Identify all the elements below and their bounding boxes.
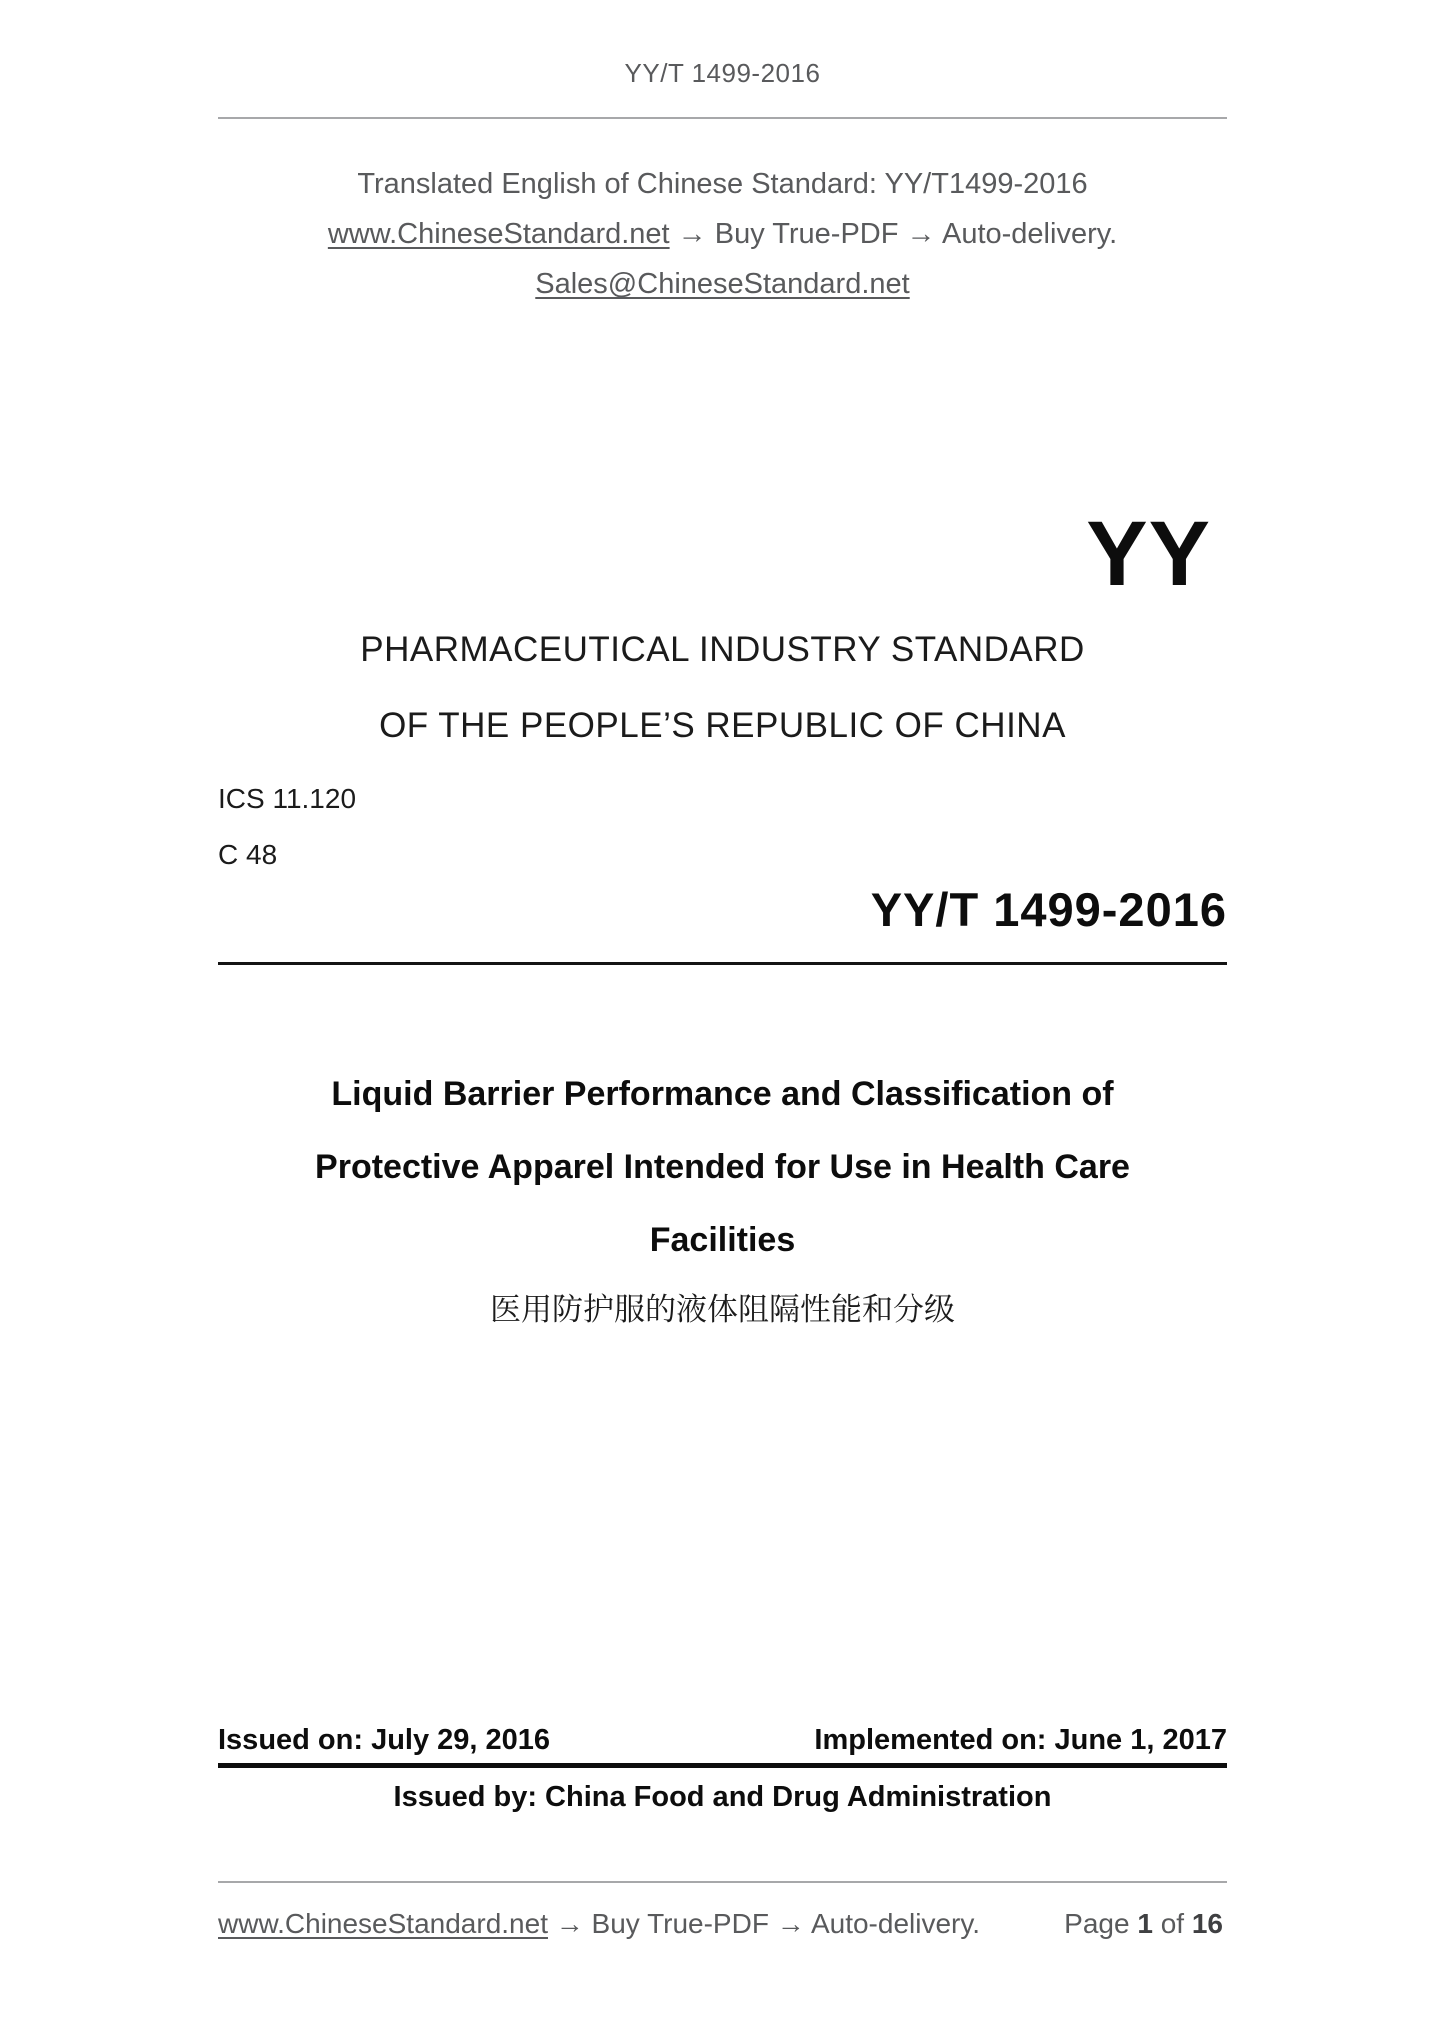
footer-auto-delivery-label: Auto-delivery. [810,1908,981,1939]
arrow-icon: → [776,1908,805,1939]
translated-line: Translated English of Chinese Standard: YY/T1499-2016 [357,168,1088,200]
header-divider [218,117,1227,119]
document-title-chinese: 医用防护服的液体阻隔性能和分级 [490,1292,955,1327]
org-line-2: OF THE PEOPLE’S REPUBLIC OF CHINA [379,706,1066,745]
org-line-1: PHARMACEUTICAL INDUSTRY STANDARD [360,630,1085,669]
footer-website-link[interactable]: www.ChineseStandard.net [218,1908,548,1939]
standard-logo: YY [1086,503,1211,605]
website-link[interactable]: www.ChineseStandard.net [327,218,670,250]
ics-code: ICS 11.120 [218,783,357,814]
document-title [0,1058,1445,1277]
arrow-icon: → [555,1908,584,1939]
arrow-icon: → [906,218,936,250]
arrow-icon: → [677,218,707,250]
footer [218,1908,1223,1940]
sales-email-line [0,268,1445,301]
issuance-dates-row [218,1724,1227,1757]
implemented-on-date: Implemented on: June 1, 2017 [814,1724,1227,1756]
page-total: 16 [1191,1908,1223,1939]
title-line-3: Facilities [649,1221,796,1259]
classification-code: C 48 [218,839,278,870]
footer-buy-true-pdf-label: Buy True-PDF [591,1908,769,1939]
title-line-2: Protective Apparel Intended for Use in Health Care [315,1148,1130,1186]
header-doc-code: YY/T 1499-2016 [624,58,821,88]
issued-on-date: Issued on: July 29, 2016 [218,1724,551,1756]
standard-number-divider [218,962,1227,965]
sales-email-link[interactable]: Sales@ChineseStandard.net [535,268,910,300]
title-line-1: Liquid Barrier Performance and Classification of [331,1075,1114,1113]
auto-delivery-label: Auto-delivery. [941,218,1118,250]
buy-true-pdf-label: Buy True-PDF [714,218,899,250]
page-indicator [1064,1908,1223,1940]
page-current: 1 [1137,1908,1153,1939]
issued-by-line: Issued by: China Food and Drug Administration [393,1781,1052,1813]
page-label: Page [1064,1908,1130,1939]
footer-buy-line [218,1908,980,1940]
footer-divider [218,1881,1227,1883]
of-label: of [1160,1908,1185,1939]
buy-line [0,218,1445,251]
issuance-divider [218,1763,1227,1768]
standard-number: YY/T 1499-2016 [870,883,1227,936]
